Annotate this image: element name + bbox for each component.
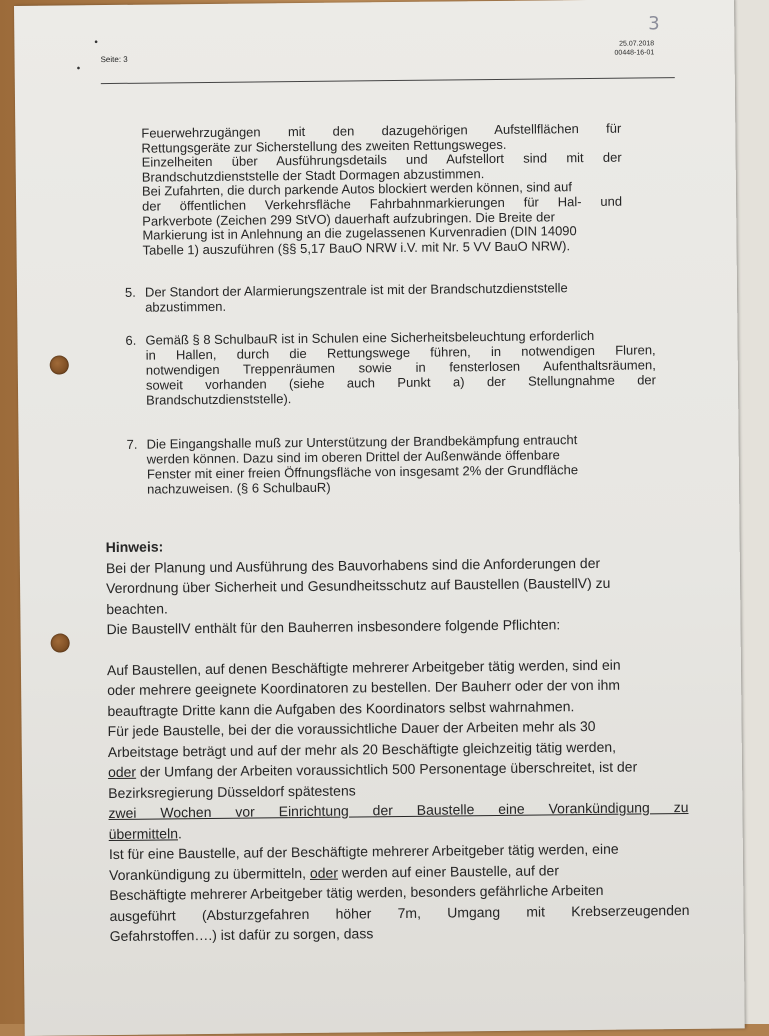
punch-hole bbox=[51, 633, 70, 652]
text-line: oder mehrere geeignete Koordinatoren zu bestellen. Der Bauherr oder der von ihm bbox=[107, 676, 621, 699]
text-line: Gemäß § 8 SchulbauR ist in Schulen eine Sicherheitsbeleuchtung erforderlich bbox=[145, 327, 595, 348]
text-line: Tabelle 1) auszuführen (§§ 5,17 BauO NRW i.V. mit Nr. 5 VV BauO NRW). bbox=[142, 237, 571, 258]
document-page bbox=[14, 0, 745, 1036]
underlined-oder: oder bbox=[107, 763, 137, 781]
text-line: Fenster mit einer freien Öffnungsfläche von insgesamt 2% der Grundfläche bbox=[146, 462, 579, 482]
text-line: Bezirksregierung Düsseldorf spätestens bbox=[108, 781, 356, 801]
text-line: Für jede Baustelle, bei der die voraussichtliche Dauer der Arbeiten mehr als 30 bbox=[107, 717, 596, 740]
text-line: Die Eingangshalle muß zur Unterstützung der Brandbekämpfung entraucht bbox=[146, 432, 578, 452]
text-line: in Hallen, durch die Rettungswege führen, in notwendigen Fluren, bbox=[145, 342, 656, 363]
underlined-text: zwei Wochen vor Einrichtung der Baustelle eine Vorankündigung zu bbox=[108, 798, 689, 822]
document-reference: 00448-16-01 bbox=[614, 49, 655, 57]
text-line: Beschäftigte mehrerer Arbeitgeber tätig werden, besonders gefährliche Arbeiten bbox=[109, 881, 604, 904]
text-fragment: . bbox=[177, 824, 182, 841]
text-line: Ist für eine Baustelle, auf der Beschäftigte mehrerer Arbeitgeber tätig werden, eine bbox=[108, 840, 619, 863]
text-line: Brandschutzdienststelle der Stadt Dormagen abzustimmen. bbox=[141, 165, 485, 185]
text-line: beauftragte Dritte kann die Aufgaben des Koordinators selbst wahrnahmen. bbox=[107, 697, 575, 719]
text-fragment: Vorankündigung zu übermitteln, bbox=[109, 864, 310, 883]
text-line: Parkverbote (Zeichen 299 StVO) dauerhaft aufzubringen. Die Breite der bbox=[142, 208, 555, 229]
text-line: Arbeitstage beträgt und auf der mehr als 20 Beschäftigte gleichzeitig tätig werden, bbox=[107, 738, 617, 760]
text-line: Einzelheiten über Ausführungsdetails und Aufstellort sind mit der bbox=[141, 149, 622, 170]
text-line: Bei der Planung und Ausführung des Bauvorhabens sind die Anforderungen der bbox=[105, 554, 601, 576]
punch-hole bbox=[50, 355, 69, 374]
paper-speck: • bbox=[76, 63, 81, 75]
text-line: abzustimmen. bbox=[145, 298, 227, 315]
page-label: Seite: 3 bbox=[100, 54, 128, 65]
text-line: nachzuweisen. (§ 6 SchulbauR) bbox=[146, 479, 331, 497]
header-divider bbox=[101, 77, 675, 84]
list-item-number: 5. bbox=[124, 284, 136, 300]
list-item-number: 7. bbox=[126, 436, 138, 452]
underlined-text: übermitteln bbox=[108, 824, 179, 842]
header-meta bbox=[614, 39, 654, 57]
text-line: Bei Zufahrten, die durch parkende Autos blockiert werden können, sind auf bbox=[141, 179, 573, 200]
text-line: notwendigen Treppenräumen sowie in fensterlosen Aufenthaltsräumen, bbox=[145, 357, 656, 378]
text-fragment: der Umfang der Arbeiten voraussichtlich 500 Personentage überschreitet, ist der bbox=[135, 758, 638, 780]
text-line: Brandschutzdienststelle). bbox=[146, 391, 292, 408]
document-date: 25.07.2018 bbox=[619, 40, 655, 48]
text-line: Verordnung über Sicherheit und Gesundheitsschutz auf Baustellen (BaustellV) zu bbox=[106, 574, 611, 597]
text-line: soweit vorhanden (siehe auch Punkt a) der Stellungnahme der bbox=[145, 372, 657, 393]
paper-speck: • bbox=[94, 37, 98, 49]
intro-paragraph bbox=[141, 122, 622, 258]
text-line: Die BaustellV enthält für den Bauherren insbesondere folgende Pflichten: bbox=[106, 616, 561, 638]
text-line: Gefahrstoffen….) ist dafür zu sorgen, dass bbox=[109, 925, 374, 945]
underlined-oder: oder bbox=[309, 864, 339, 881]
text-line: Der Standort der Alarmierungszentrale ist mit der Brandschutzdienststelle bbox=[144, 280, 568, 300]
text-line: Rettungsgeräte zur Sicherstellung des zweiten Rettungsweges. bbox=[141, 136, 507, 156]
text-line: beachten. bbox=[106, 599, 168, 617]
text-line: Auf Baustellen, auf denen Beschäftigte mehrerer Arbeitgeber tätig werden, sind ein bbox=[106, 656, 621, 678]
text-fragment: werden auf einer Baustelle, auf der bbox=[337, 861, 560, 881]
note-section bbox=[106, 531, 690, 947]
text-line: werden können. Dazu sind im oberen Drittel der Außenwände öffenbare bbox=[146, 447, 560, 467]
text-line: Markierung ist in Anlehnung an die zugelassenen Kurvenradien (DIN 14090 bbox=[142, 223, 577, 243]
text-line: der öffentlichen Verkehrsfläche Fahrbahnmarkierungen für Hal- und bbox=[142, 193, 623, 214]
list-item-number: 6. bbox=[125, 332, 137, 348]
text-line: Feuerwehrzugängen mit den dazugehörigen Aufstellflächen für bbox=[141, 120, 622, 141]
handwritten-page-number: 3 bbox=[648, 13, 660, 35]
text-line: ausgeführt (Absturzgefahren höher 7m, Umgang mit Krebserzeugenden bbox=[109, 901, 690, 924]
note-heading: Hinweis: bbox=[105, 538, 164, 556]
